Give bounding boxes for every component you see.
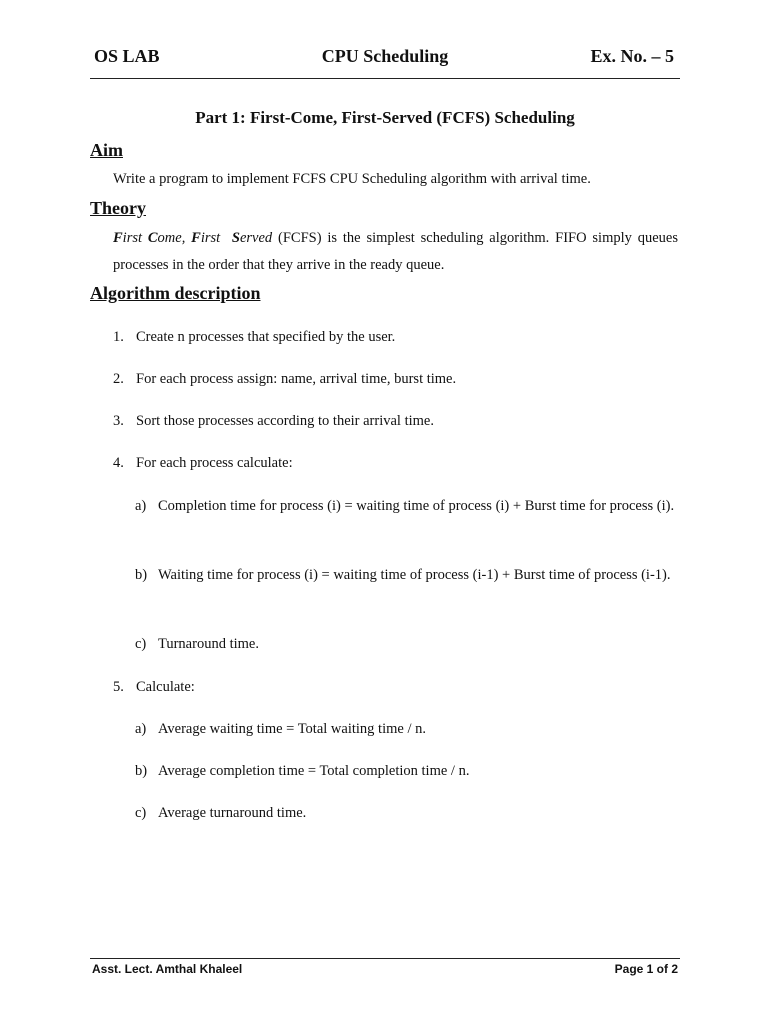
sub-list-letter: b) [135,763,148,779]
sub-list-text: Average completion time = Total completion time / n. [158,763,470,779]
theory-term-part: ome, [157,230,192,246]
list-number: 4. [113,455,124,471]
theory-body: (FCFS) is the simplest scheduling algorithm. FIFO simply queues processes in the order that they arrive in the ready queue. [113,230,678,273]
theory-term-part: irst [200,230,232,246]
theory-text [113,225,678,279]
list-number: 5. [113,679,124,695]
theory-term-part: erved [239,230,273,246]
footer-author: Asst. Lect. Amthal Khaleel [92,962,243,976]
aim-heading: Aim [90,140,123,160]
theory-term-letter-f: F [191,230,201,246]
theory-term-letter-c: C [147,230,158,246]
footer-page-number: Page 1 of 2 [614,962,678,976]
list-text: For each process calculate: [136,455,293,471]
header-course: OS LAB [94,46,160,66]
theory-term-letter-s: S [231,230,240,246]
theory-term-part: irst [122,230,148,246]
list-number: 2. [113,371,124,387]
algorithm-heading: Algorithm description [90,283,261,303]
theory-term-letter-f: F [113,230,123,246]
sub-list-letter: a) [135,721,147,737]
sub-list-letter: b) [135,567,148,583]
list-text: Calculate: [136,679,195,695]
sub-list-letter: c) [135,636,147,652]
aim-text: Write a program to implement FCFS CPU Scheduling algorithm with arrival time. [113,171,591,187]
page-header [90,44,680,78]
list-text: For each process assign: name, arrival time, burst time. [136,371,457,387]
sub-list-letter: c) [135,805,147,821]
sub-list-text: Average waiting time = Total waiting time / n. [158,721,426,737]
list-number: 3. [113,413,124,429]
header-divider [90,78,680,79]
sub-list-letter: a) [135,498,147,514]
sub-list-text: Waiting time for process (i) = waiting time of process (i-1) + Burst time of process (i-1). [158,567,671,583]
sub-list-text: Average turnaround time. [158,805,307,821]
theory-heading: Theory [90,198,146,218]
sub-list-text: Completion time for process (i) = waiting time of process (i) + Burst time for process (i). [158,498,675,514]
footer-divider [90,958,680,959]
page-footer [90,962,680,982]
list-number: 1. [113,329,124,345]
list-text: Create n processes that specified by the user. [136,329,396,345]
header-exercise-number: Ex. No. – 5 [590,46,674,66]
list-text: Sort those processes according to their arrival time. [136,413,434,429]
header-topic: CPU Scheduling [321,46,449,66]
sub-list-text: Turnaround time. [158,636,259,652]
part-title: Part 1: First-Come, First-Served (FCFS) Scheduling [195,108,575,127]
